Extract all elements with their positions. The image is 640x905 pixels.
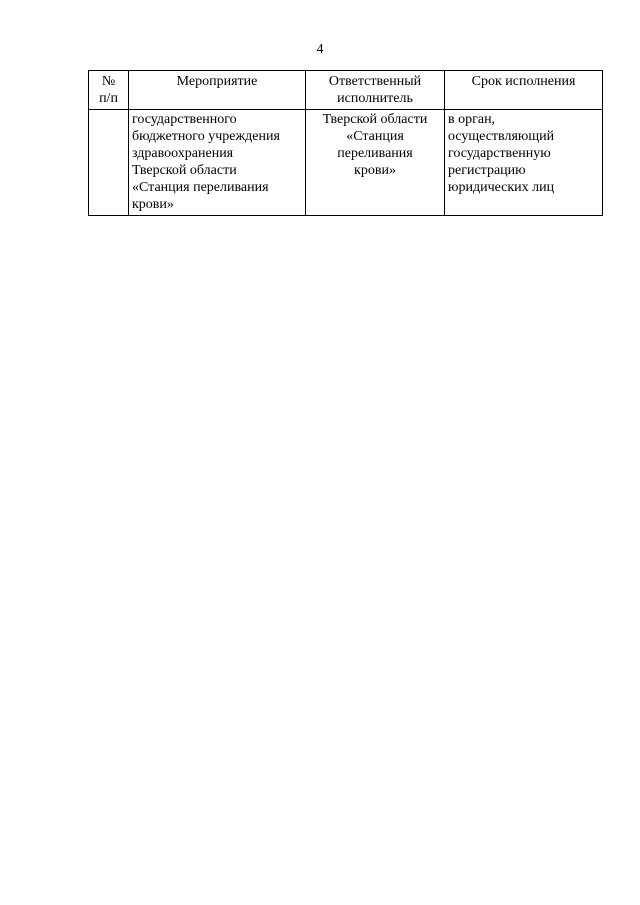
header-term xyxy=(445,71,603,110)
cell-activity-line: «Станция переливания xyxy=(132,180,269,195)
header-num xyxy=(89,71,129,110)
cell-term-line: в орган, xyxy=(448,112,496,127)
header-num-line: № xyxy=(101,74,116,89)
cell-term-line: осуществляющий xyxy=(448,129,555,144)
cell-term-line: регистрацию xyxy=(448,163,526,178)
cell-responsible-line: переливания xyxy=(337,146,413,161)
cell-responsible-line: крови» xyxy=(354,163,396,178)
header-responsible-line: исполнитель xyxy=(337,91,413,106)
cell-activity-line: крови» xyxy=(132,197,174,212)
cell-activity-line: бюджетного учреждения xyxy=(132,129,280,144)
table-row xyxy=(89,110,603,216)
header-responsible xyxy=(306,71,445,110)
measures-table xyxy=(88,70,603,216)
cell-responsible-line: Тверской области xyxy=(322,112,428,127)
cell-term-line: юридических лиц xyxy=(448,180,555,195)
header-responsible-line: Ответственный xyxy=(328,74,422,89)
cell-activity-line: государственного xyxy=(132,112,237,127)
table-header-row xyxy=(89,71,603,110)
cell-term-line: государственную xyxy=(448,146,551,161)
header-activity-line: Мероприятие xyxy=(176,74,258,89)
cell-activity-line: здравоохранения xyxy=(132,146,234,161)
header-term-line: Срок исполнения xyxy=(471,74,576,89)
header-activity xyxy=(129,71,306,110)
cell-activity xyxy=(129,110,306,216)
cell-num xyxy=(89,110,129,216)
cell-term xyxy=(445,110,603,216)
cell-activity-line: Тверской области xyxy=(132,163,237,178)
header-num-line: п/п xyxy=(99,91,118,106)
cell-responsible xyxy=(306,110,445,216)
page-number: 4 xyxy=(316,42,324,57)
cell-responsible-line: «Станция xyxy=(346,129,404,144)
